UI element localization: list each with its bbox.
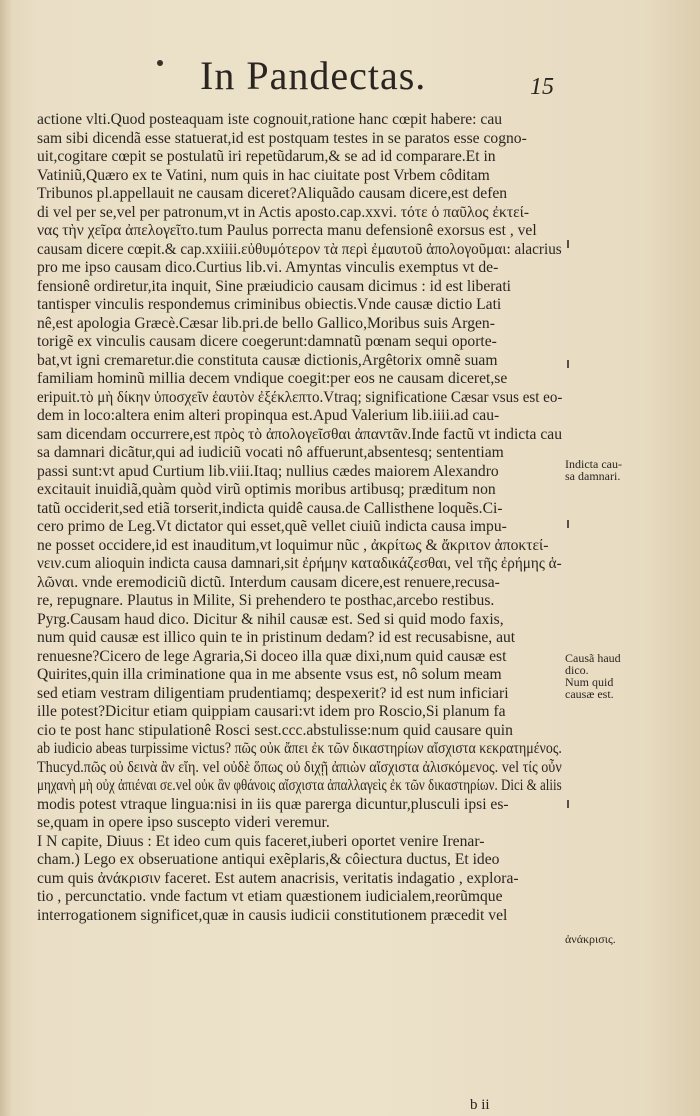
text-line: di vel per se,vel per patronum,vt in Actis aposto.cap.xxvi. τότε ὁ παῦλος ἐκτεί- — [37, 203, 530, 221]
text-line: Vatiniũ,Quæro ex te Vatini, num quis in hac ciuitate post Vrbem côditam — [37, 166, 490, 184]
text-line: bat,vt igni cremaretur.die constituta causæ dictionis,Argêtorix omnẽ suam — [37, 351, 498, 369]
text-line: sed etiam vestram diligentiam prudentiamq; despexerit? id est num inficiari — [37, 684, 509, 702]
text-line: actione vlti.Quod posteaquam iste cognouit,ratione hanc cœpit habere: cau — [37, 111, 503, 128]
text-line: dem in loco:altera enim alteri propinqua est.Apud Valerium lib.iiii.ad cau- — [37, 407, 500, 424]
margin-mark — [567, 240, 569, 248]
text-line: sam dicendam occurrere,est πρὸς τὸ ἀπολογεῖσθαι ἀπαντᾶν.Inde factũ vt indicta cau — [37, 425, 562, 443]
margin-note — [565, 933, 675, 945]
text-line: cum quis ἀνάκρισιν faceret. Est autem anacrisis, veritatis indagatio , explora- — [37, 869, 519, 887]
page-number: 15 — [530, 74, 554, 100]
text-line: nê,est apologia Græcè.Cæsar lib.pri.de bello Gallico,Moribus suis Argen- — [37, 314, 495, 332]
running-title: In Pandectas. — [200, 53, 427, 98]
text-line: torigẽ ex vinculis causam dicere coegerunt:damnatũ pœnam sequi oporte- — [37, 333, 497, 350]
text-line: eripuit.τὸ μὴ δίκην ὑποσχεῖν ἑαυτὸν ἐξέκλεπτο.Vtraq; significatione Cæsar vsus est eo- — [37, 388, 562, 406]
text-line: tio , percunctatio. vnde factum vt etiam quæstionem iudicialem,reorũmque — [37, 888, 503, 905]
body-text — [37, 111, 562, 925]
margin-note — [565, 458, 675, 482]
margin-mark — [567, 800, 569, 808]
text-line: excitauit inuidiã,quàm quòd virũ optimis moribus artibusq; præditum non — [37, 481, 496, 498]
margin-mark — [567, 360, 569, 368]
text-line: tantisper vinculis respondemus criminibus obiectis.Vnde causæ dictio Lati — [37, 296, 502, 313]
text-line: re, repugnare. Plautus in Milite, Si prehendero te posthac,arcebo restibus. — [37, 592, 495, 609]
text-line: uit,cogitare cœpit se postulatũ iri repetũdarum,& se ad id comparare.Et in — [37, 148, 496, 165]
text-line: cham.) Lego ex obseruatione antiqui exẽplaris,& côiectura ductus, Et ideo — [37, 851, 500, 868]
margin-note-line: ἀνάκρισις. — [565, 932, 616, 946]
margin-note — [565, 652, 675, 700]
page-header — [0, 52, 700, 102]
margin-note-line: sa damnari. — [565, 469, 621, 483]
text-line: modis potest vtraque lingua:nisi in iis quæ parerga dicuntur,plusculi ipsi es- — [37, 795, 509, 813]
text-line: λῶναι. vnde eremodiciũ dictũ. Interdum causam dicere,est renuere,recusa- — [37, 573, 500, 591]
text-line: se,quam in opere ipso suscepto videri veremur. — [37, 814, 330, 831]
text-line: Pyrg.Causam haud dico. Dicitur & nihil causæ est. Sed si quid modo faxis, — [37, 610, 504, 628]
text-line: num quid causæ est illico quin te in pristinum dedam? id est recusabisne, aut — [37, 629, 516, 646]
margin-note-line: dico. — [565, 663, 589, 677]
signature-mark: b ii — [470, 1097, 490, 1113]
text-line: Thucyd.πῶς οὐ δεινὰ ἂν εἴη. vel οὐδὲ ὅπως οὐ διχῇ ἀπιὼν αἴσχιστα ἀλισκόμενος. vel τίς οὖν — [37, 758, 562, 776]
text-line: interrogationem significet,quæ in causis iudicii constitutionem præcedit vel — [37, 906, 508, 924]
margin-note-line: causæ est. — [565, 687, 614, 701]
text-line: tatũ occiderit,sed etiã torserit,indicta quidê causa.de Callisthene loquẽs.Ci- — [37, 499, 503, 517]
text-line: Tribunos pl.appellauit ne causam diceret?Aliquãdo causam dicere,est defen — [37, 185, 508, 202]
text-line: causam dicere cœpit.& cap.xxiiii.εὐθυμότερον τὰ περὶ ἐμαυτοῦ ἀπολογοῦμαι: alacrius — [37, 240, 562, 258]
text-line: sam sibi dicendã esse statuerat,id est postquam testes in se paratos esse cogno- — [37, 129, 527, 147]
text-line: sa damnari dicãtur,qui ad iudiciũ vocati nô affuerunt,absentesq; sententiam — [37, 444, 504, 461]
text-line: I N capite, Diuus : Et ideo cum quis faceret,iuberi oportet venire Irenar- — [37, 832, 485, 850]
text-line: Quirites,quin illa criminatione qua in me absente vsus est, nô solum meam — [37, 666, 502, 683]
text-line: fensionê ordiretur,ita inquit, Sine præiudicio causam dicimus : id est liberati — [37, 277, 512, 295]
margin-note-line: Causã haud — [565, 651, 621, 665]
ink-dot — [157, 60, 163, 66]
text-line: μηχανὴ μὴ οὐχ ἀπιέναι σε.vel οὐκ ἂν φθάνοις αἴσχιστα ἀπαλλαγεὶς ἐκ τῶν δικαστηρίων. Dici & aliis — [37, 777, 562, 794]
margin-note-line: Num quid — [565, 675, 614, 689]
margin-mark — [567, 520, 569, 528]
text-line: ille potest?Dicitur etiam quippiam causari:vt idem pro Roscio,Si planum fa — [37, 703, 506, 720]
text-line: ne posset occidere,id est inauditum,vt loquimur nũc , ἀκρίτως & ἄκριτον ἀποκτεί- — [37, 536, 549, 554]
text-line: cero primo de Leg.Vt dictator qui esset,quẽ vellet ciuiũ indicta causa impu- — [37, 518, 507, 535]
text-line: familiam hominũ millia decem vndique coegit:per eos ne causam diceret,se — [37, 370, 508, 387]
text-line: cio te post hanc stipulationê Rosci sest.ccc.abstulisse:num quid causare quin — [37, 721, 513, 739]
text-line: νας τὴν χεῖρα ἀπελογεῖτο.tum Paulus porrecta manu defensionê exorsus est , vel — [37, 222, 537, 239]
text-line: renuesne?Cicero de lege Agraria,Si doceo illa quæ dixi,num quid causæ est — [37, 647, 507, 665]
text-line: ab iudicio abeas turpissime victus? πῶς οὐκ ἄπει ἐκ τῶν δικαστηρίων αἴσχιστα κεκρατημένος. — [37, 740, 562, 757]
text-line: νειν.cum alioquin indicta causa damnari,sit ἐρήμην καταδικάζεσθαι, vel τῆς ἐρήμης ἁ- — [37, 555, 562, 572]
text-line: pro me ipso causam dico.Curtius lib.vi. Amyntas vinculis exemptus vt de- — [37, 259, 499, 276]
text-line: passi sunt:vt apud Curtium lib.viii.Itaq; nullius cædes maiorem Alexandro — [37, 462, 499, 480]
margin-note-line: Indicta cau- — [565, 457, 622, 471]
